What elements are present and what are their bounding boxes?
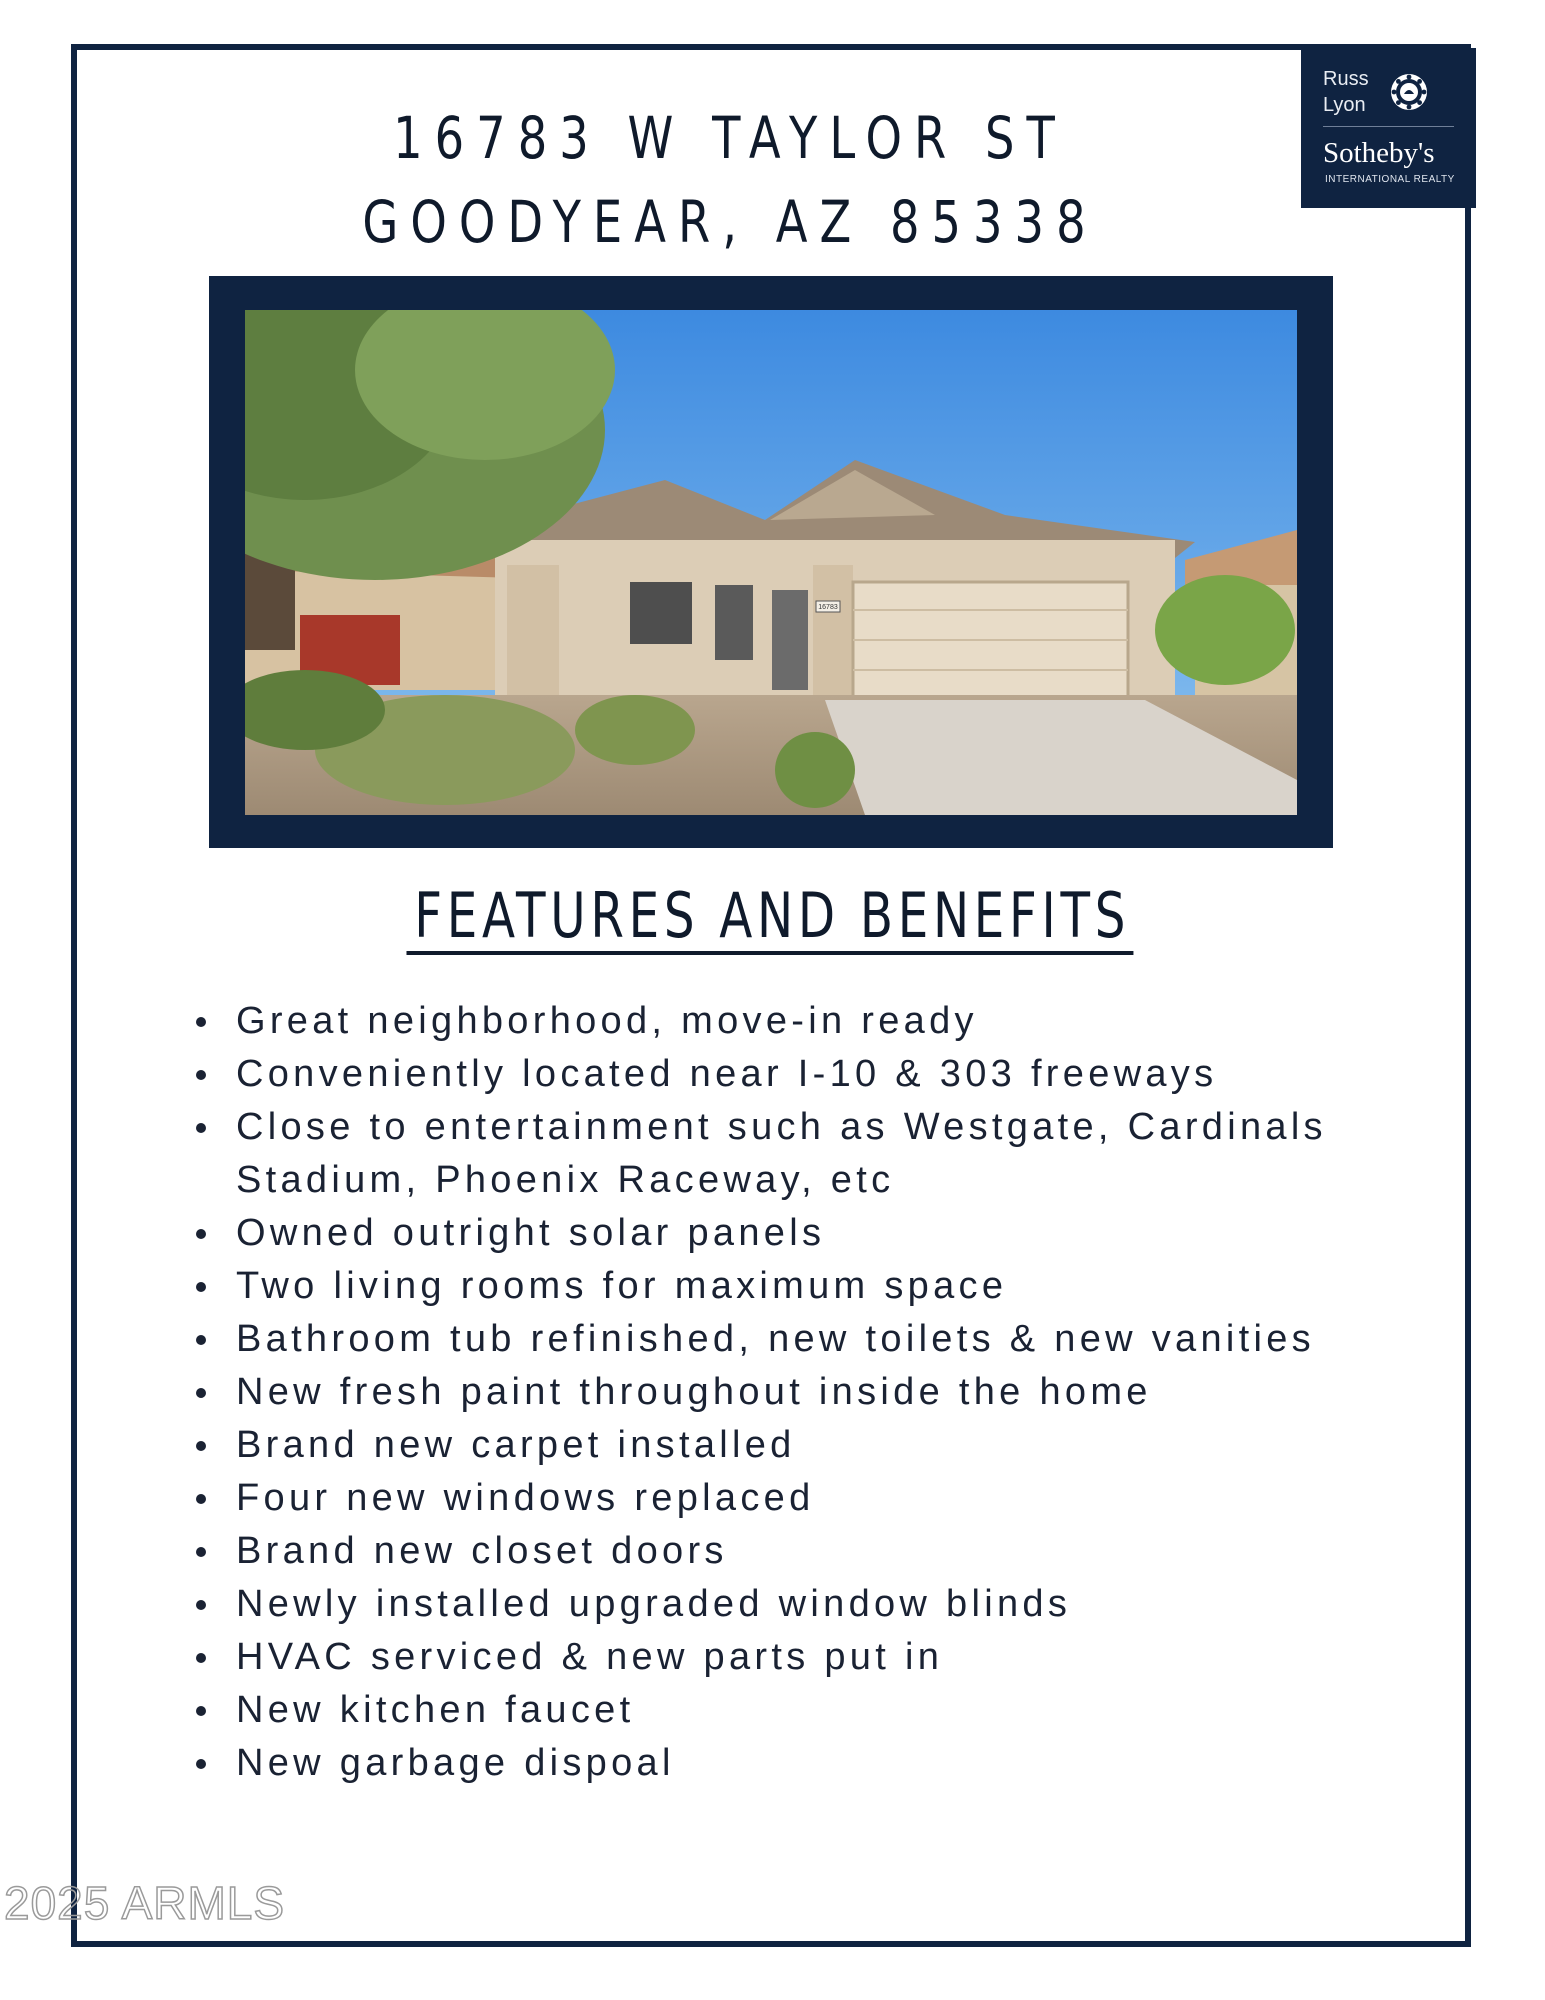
feature-item: Bathroom tub refinished, new toilets & new vanities [196,1313,1346,1366]
property-address [306,96,1154,264]
armls-watermark: 2025 ARMLS [4,1877,286,1929]
feature-item: HVAC serviced & new parts put in [196,1631,1346,1684]
feature-item: New fresh paint throughout inside the home [196,1366,1346,1419]
feature-item: Close to entertainment such as Westgate, Cardinals Stadium, Phoenix Raceway, etc [196,1101,1346,1207]
feature-item: Newly installed upgraded window blinds [196,1578,1346,1631]
feature-item: New kitchen faucet [196,1684,1346,1737]
house-photo [245,310,1297,815]
feature-item: Conveniently located near I-10 & 303 freeways [196,1048,1346,1101]
feature-item: Four new windows replaced [196,1472,1346,1525]
address-city-state-zip: GOODYEAR, AZ 85338 [362,188,1098,256]
logo-russ-text: Russ [1323,68,1369,90]
logo-lyon-text: Lyon [1323,94,1366,116]
house-number-plate: 16783 [818,604,838,611]
feature-list [196,995,1346,1790]
logo-tagline-text: INTERNATIONAL REALTY [1325,174,1455,185]
features-heading [300,876,1240,956]
photo-frame [209,276,1333,848]
brokerage-logo [1301,48,1476,208]
feature-item: Brand new carpet installed [196,1419,1346,1472]
address-street: 16783 W TAYLOR ST [393,104,1067,172]
feature-item: New garbage dispoal [196,1737,1346,1790]
feature-item: Owned outright solar panels [196,1207,1346,1260]
feature-item: Two living rooms for maximum space [196,1260,1346,1313]
rosette-icon [1389,72,1429,112]
logo-divider [1323,126,1454,127]
house-exterior-illustration [245,310,1297,815]
feature-item: Brand new closet doors [196,1525,1346,1578]
logo-sothebys-text: Sotheby's [1323,137,1435,169]
features-heading-text: FEATURES AND BENEFITS [407,881,1134,955]
feature-item: Great neighborhood, move-in ready [196,995,1346,1048]
